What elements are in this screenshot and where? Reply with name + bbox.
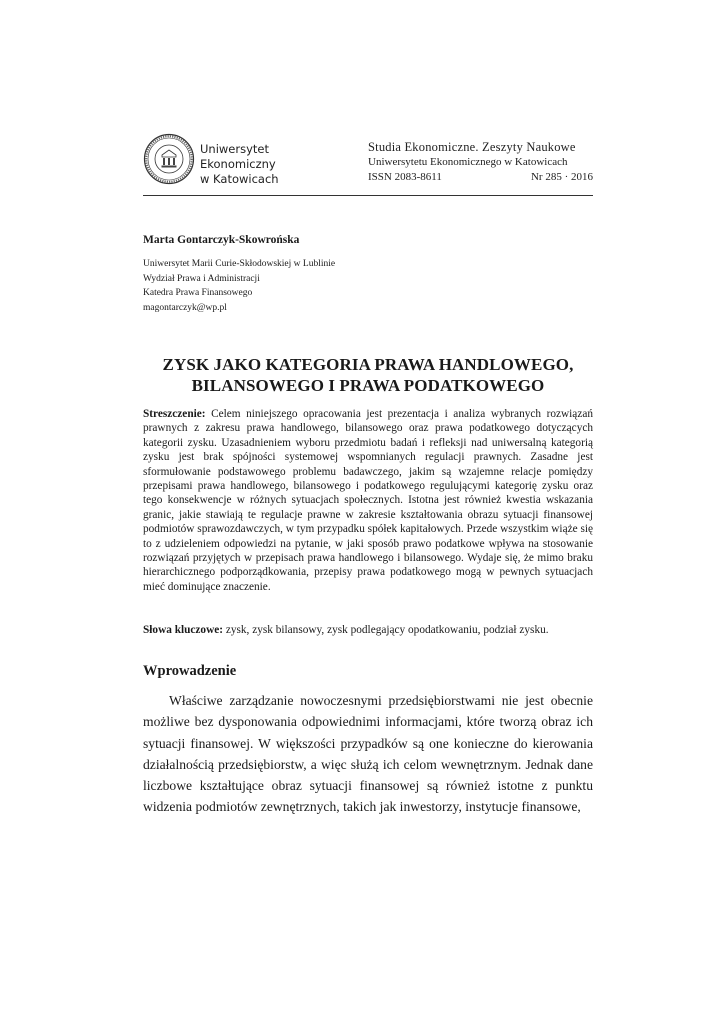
author-affiliation (143, 257, 335, 315)
journal-issue: Nr 285 · 2016 (530, 171, 593, 183)
article-title (143, 354, 593, 396)
intro-paragraph: Właściwe zarządzanie nowoczesnymi przedsiębiorstwami nie jest obecnie możliwe bez dysponowania odpowiednimi informacjami, które tworzą obraz ich sytuacji finansowej. W większości przypadków są one konieczne do kierowania działalnością przedsiębiorstw, a więc służą ich celom wewnętrznym. Jednak dane liczbowe kształtujące obraz sytuacji finansowej są również istotne z punktu widzenia podmiotów zewnętrznych, takich jak inwestorzy, instytucje finansowe, (143, 693, 593, 815)
keywords-label: Słowa kluczowe: (143, 624, 226, 636)
abstract-text: Celem niniejszego opracowania jest prezentacja i analiza wybranych rozwiązań prawnych z zakresu prawa handlowego, bilansowego oraz prawa podatkowego dotyczących kategorii zysku. Uzasadnieniem wyboru przedmiotu badań i refleksji nad uniwersalną kategorią zysku jest brak spójności systemowej wspomnianych regulacji prawnych. Zasadne jest sformułowanie podstawowego problemu badawczego, jakim są wzajemne relacje pomiędzy przepisami prawa handlowego, bilansowego i podatkowego regulującymi kategorię zysku oraz tego konsekwencje w różnych sytuacjach społecznych. Istotna jest również kwestia wskazania granic, jakie stawiają te regulacje prawne w zakresie kształtowania obrazu sytuacji finansowej podmiotów sprawozdawczych, w tym przypadku spółek kapitałowych. Przede wszystkim wiąże się to z udzieleniem odpowiedzi na pytanie, w jaki sposób prawo podatkowe wpływa na stosowanie rozwiązań przyjętych w przepisach prawa handlowego i bilansowego. Wydaje się, że mimo braku hierarchicznego podporządkowania, przepisy prawa podatkowego mogą w pewnych sytuacjach mieć dominujące znaczenie. (143, 408, 593, 593)
university-logo (143, 133, 279, 189)
affiliation-line: Wydział Prawa i Administracji (143, 273, 260, 284)
university-name-line: w Katowicach (200, 172, 279, 186)
section-heading: Wprowadzenie (143, 663, 237, 679)
title-line: ZYSK JAKO KATEGORIA PRAWA HANDLOWEGO, (162, 355, 574, 374)
university-name-line: Uniwersytet (200, 142, 269, 156)
abstract (143, 407, 593, 594)
page-header (143, 131, 593, 191)
university-seal-icon (143, 133, 195, 185)
header-divider (143, 195, 593, 196)
journal-name: Studia Ekonomiczne. Zeszyty Naukowe (368, 140, 576, 154)
title-line: BILANSOWEGO I PRAWA PODATKOWEGO (191, 376, 545, 395)
keywords (143, 623, 593, 637)
journal-issue-line (368, 170, 593, 185)
journal-info (368, 139, 593, 185)
abstract-label: Streszczenie: (143, 408, 212, 420)
journal-publisher: Uniwersytetu Ekonomicznego w Katowicach (368, 156, 568, 168)
affiliation-line: Uniwersytet Marii Curie-Skłodowskiej w Lublinie (143, 259, 336, 269)
university-name (200, 142, 279, 187)
author-email[interactable]: magontarczyk@wp.pl (143, 302, 227, 313)
university-name-line: Ekonomiczny (200, 157, 276, 171)
author-name: Marta Gontarczyk-Skowrońska (143, 234, 300, 246)
journal-issn: ISSN 2083-8611 (368, 171, 442, 183)
keywords-text: zysk, zysk bilansowy, zysk podlegający opodatkowaniu, podział zysku. (225, 624, 549, 636)
affiliation-line: Katedra Prawa Finansowego (143, 288, 253, 298)
